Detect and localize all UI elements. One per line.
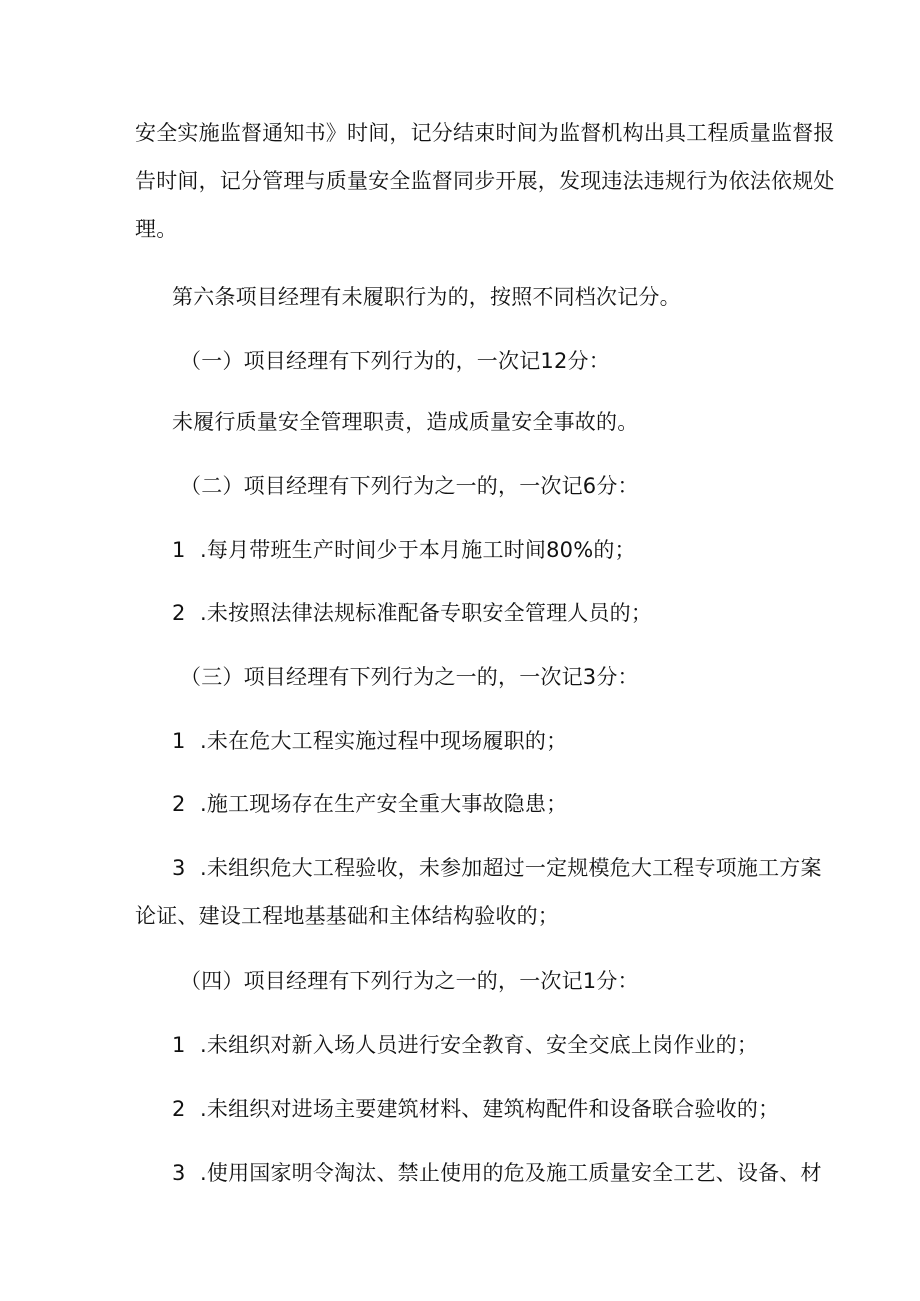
- paragraph-line-2: 告时间，记分管理与质量安全监督同步开展，发现违法违规行为依法依规处: [135, 169, 835, 193]
- list-item-text: .未组织对进场主要建筑材料、建筑构配件和设备联合验收的；: [200, 1097, 780, 1121]
- list-item-number: 2: [172, 1097, 186, 1121]
- list-item-continuation: 论证、建设工程地基基础和主体结构验收的；: [135, 904, 559, 928]
- list-item: [172, 535, 636, 565]
- list-item-text: .每月带班生产时间少于本月施工时间80%的；: [200, 538, 636, 562]
- list-item-number: 2: [172, 792, 186, 816]
- article-six: 第六条项目经理有未履职行为的，按照不同档次记分。: [172, 285, 681, 309]
- list-item-text: .未按照法律法规标准配备专职安全管理人员的；: [200, 601, 653, 625]
- list-item-text: .未在危大工程实施过程中现场履职的；: [200, 729, 568, 753]
- list-item: [172, 1094, 779, 1124]
- list-item: [172, 789, 567, 819]
- list-item-number: 1: [172, 729, 186, 753]
- section-one-item: 未履行质量安全管理职责，造成质量安全事故的。: [172, 410, 639, 434]
- list-item: [172, 1158, 822, 1188]
- section-three-heading: （三）项目经理有下列行为之一的，一次记3分：: [180, 665, 639, 689]
- list-item-number: 2: [172, 601, 186, 625]
- list-item-text: .施工现场存在生产安全重大事故隐患；: [200, 792, 568, 816]
- list-item: [172, 598, 652, 628]
- list-item: [172, 1030, 758, 1060]
- list-item: [172, 853, 822, 883]
- section-one-heading: （一）项目经理有下列行为的，一次记12分：: [180, 349, 610, 373]
- list-item-text: .未组织对新入场人员进行安全教育、安全交底上岗作业的；: [200, 1033, 759, 1057]
- list-item-number: 1: [172, 538, 186, 562]
- list-item-text: .使用国家明令淘汰、禁止使用的危及施工质量安全工艺、设备、材: [200, 1161, 822, 1185]
- list-item-number: 3: [172, 856, 186, 880]
- list-item-number: 3: [172, 1161, 186, 1185]
- paragraph-line-1: 安全实施监督通知书》时间，记分结束时间为监督机构出具工程质量监督报: [135, 121, 835, 145]
- section-two-heading: （二）项目经理有下列行为之一的，一次记6分：: [180, 474, 639, 498]
- list-item-number: 1: [172, 1033, 186, 1057]
- list-item: [172, 726, 567, 756]
- section-four-heading: （四）项目经理有下列行为之一的，一次记1分：: [180, 969, 639, 993]
- paragraph-line-3: 理。: [135, 217, 178, 241]
- list-item-text: .未组织危大工程验收，未参加超过一定规模危大工程专项施工方案: [200, 856, 822, 880]
